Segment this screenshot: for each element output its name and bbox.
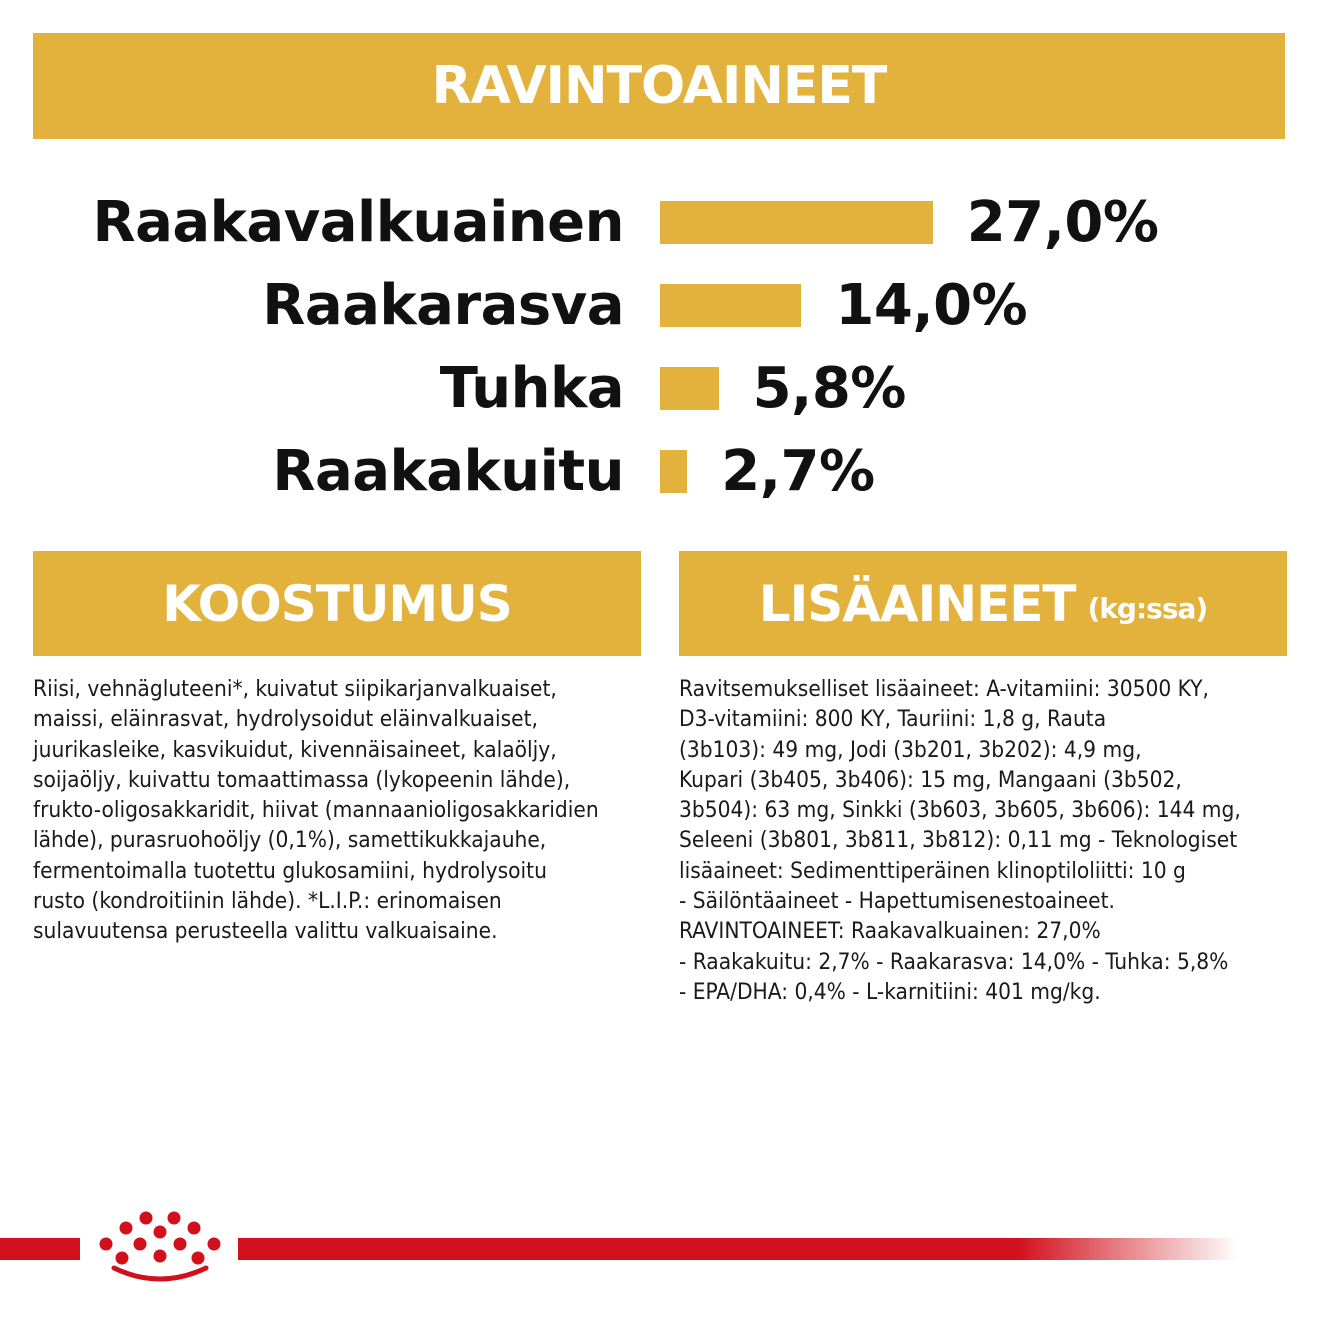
additives-line: - EPA/DHA: 0,4% - L-karnitiini: 401 mg/kg. [679, 978, 1101, 1005]
composition-line: soijaöljy, kuivattu tomaattimassa (lykopeenin lähde), [33, 766, 571, 793]
royal-canin-crown-icon [92, 1208, 228, 1284]
nutrients-title-banner [33, 33, 1285, 139]
nutrient-label: Raakavalkuainen [92, 190, 624, 255]
additives-subtitle: (kg:ssa) [1087, 592, 1208, 625]
composition-line: juurikasleike, kasvikuidut, kivennäisaineet, kalaöljy, [33, 736, 557, 763]
composition-line: sulavuutensa perusteella valittu valkuaisaine. [33, 918, 498, 945]
additives-line: - Säilöntäaineet - Hapettumisenestoaineet. [679, 888, 1115, 915]
additives-line: Kupari (3b405, 3b406): 15 mg, Mangaani (3b502, [679, 766, 1182, 793]
additives-title-banner [679, 551, 1287, 656]
nutrient-bar [660, 367, 719, 410]
composition-title: KOOSTUMUS [162, 574, 512, 633]
nutrient-value: 27,0% [966, 190, 1159, 255]
additives-line: D3-vitamiini: 800 KY, Tauriini: 1,8 g, Rauta [679, 706, 1107, 733]
composition-line: frukto-oligosakkaridit, hiivat (mannaanioligosakkaridien [33, 797, 599, 824]
brand-stripe-left [0, 1238, 80, 1260]
composition-title-banner [33, 551, 641, 656]
additives-line: 3b504): 63 mg, Sinkki (3b603, 3b605, 3b606): 144 mg, [679, 797, 1241, 824]
additives-line: Ravitsemukselliset lisäaineet: A-vitamiini: 30500 KY, [679, 676, 1209, 702]
nutrient-row [0, 187, 1320, 259]
nutrient-value: 14,0% [835, 273, 1028, 338]
nutrient-row [0, 270, 1320, 342]
nutrient-label: Raakarasva [262, 273, 624, 338]
nutrient-bar [660, 201, 933, 244]
composition-line: Riisi, vehnägluteeni*, kuivatut siipikarjanvalkuaiset, [33, 676, 557, 702]
brand-stripe-right [238, 1238, 1238, 1260]
additives-title: LISÄAINEET [758, 574, 1076, 633]
nutrient-value: 2,7% [721, 439, 875, 504]
composition-line: fermentoimalla tuotettu glukosamiini, hydrolysoitu [33, 857, 547, 884]
nutrient-label: Tuhka [439, 356, 624, 421]
composition-line: maissi, eläinrasvat, hydrolysoidut eläinvalkuaiset, [33, 706, 538, 733]
composition-text [33, 674, 599, 947]
nutrient-bar [660, 450, 687, 493]
additives-text [679, 674, 1241, 1007]
nutrient-value: 5,8% [752, 356, 906, 421]
composition-line: lähde), purasruohoöljy (0,1%), samettikukkajauhe, [33, 827, 547, 854]
additives-line: - Raakakuitu: 2,7% - Raakarasva: 14,0% - Tuhka: 5,8% [679, 948, 1229, 975]
composition-line: rusto (kondroitiinin lähde). *L.I.P.: erinomaisen [33, 888, 502, 915]
additives-line: lisäaineet: Sedimenttiperäinen klinoptiloliitti: 10 g [679, 857, 1186, 884]
nutrient-row [0, 436, 1320, 508]
nutrient-row [0, 353, 1320, 425]
additives-line: (3b103): 49 mg, Jodi (3b201, 3b202): 4,9 mg, [679, 736, 1142, 763]
nutrients-title: RAVINTOAINEET [431, 56, 887, 116]
additives-line: Seleeni (3b801, 3b811, 3b812): 0,11 mg - Teknologiset [679, 827, 1238, 854]
nutrient-bar [660, 284, 801, 327]
nutrient-label: Raakakuitu [272, 439, 624, 504]
additives-line: RAVINTOAINEET: Raakavalkuainen: 27,0% [679, 918, 1101, 945]
